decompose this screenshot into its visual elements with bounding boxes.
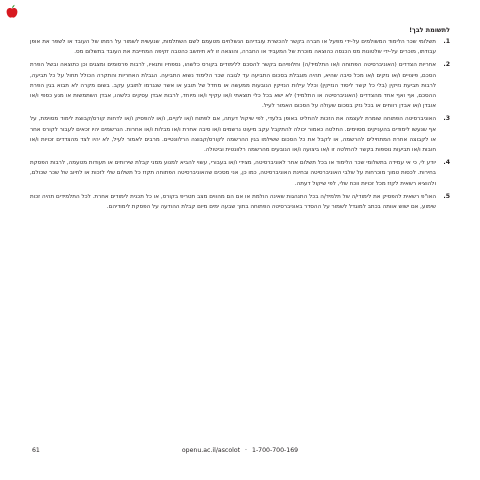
item-number: 5. — [443, 192, 450, 200]
notice-section — [30, 26, 450, 215]
item-text: אחריות הצדדים (האוניברסיטה הפתוחה ו/או התלמיד/ה) וחלופיהם בקשר להסכם ללימודים בקורס כלשהו, נספחיו ותנאיו, לרבות פרסומים ומצגים וכן כתוצאה ובשל הפרת הסכם, פיצויים ו/או נזקים ו/או מכל סיבה שהיא, תהיה מוגבלת בסכום התביעה עד לגובה שכר הלימוד נשוא התביעה. הגבלת האחריות והתקרה הכולל תחול על כל תביעה, לרבות תביעת נזיקין (בלי כל קשר ליסוד הנזיקין) וכלל עילות הנזיקין הנובעות ממעשה או מחדל של תובע או אשר שנגרמו לתובע עקב. בשום מקרה לא תבוא בגין הפרת ההסכם, אף ואף אחד מהצדדים (האוניברסיטה או התלמיד) לא ישא בכל כלי תוצאתי ו/או עקיף ו/או מיוחד, לרבות אבדן עסקים כלשהו, אבדן השתמשות או מנע כספי ו/או אובדן ו/או אבדן רווחים או בכל נזק בסכום שעולה על הסכום האמור לעיל. — [30, 62, 436, 110]
apple-icon — [6, 4, 18, 18]
list-item — [30, 37, 450, 57]
item-text: האו"פ רשאית להפסיק את לימודי/ה של תלמיד/ה בכל התנהגות שאינה הולמת או אם הם מהווים מצב תטריפ בקורס, או כל תכנית לימודים אחרת. לכל התלמידים תהיה זכות שימוע, אם ישוש אוותה בכתב למוגדל לשמור על ההסדר באוניברסיטה הפתוחה בתוך שבעה ימים מיום קבלת ההודעה על הפסקת לימודיהם. — [30, 193, 436, 211]
contact-info — [0, 447, 480, 454]
page-footer — [0, 446, 480, 460]
item-text: יודע לי, כי אי עמידה בתשלומי שכר הלימוד או בכל תשלום אחר לאוניברסיטה, מצידי ו/או בעבורי, עשוי להביא למנוע ממני קבלת שירותים או תעודות מטעמה, לרבות הפסקת בחירות. לכסות טמוך מוכרחות על שלבי האוניברסיטה ובחינת האוניברסיטה, כמו כן, אני מסכים שהאוניברסיטה הפתוחה תקזז כל תשלום שלי לזכות או לחיוב של שכר שכולם, ולהוציא רשאית לקזז מכל זכויות ווכח שלי, לפי שיקול דעתה. — [30, 160, 436, 187]
item-number: 3. — [443, 115, 450, 123]
item-text: האוניברסיטה הפתוחה שומרת לעצמה את הזכות להחליט באופן בלעדי, לפי שיקול דעתה, אם לפתוח ו/או לקיים, ו/או להפסיק ו/או לדחות קורס/קבוצת לימוד מסוימת, על אף שנעשו לימודים בהעניקים מסוימים. החלטה כאמור יכולה להתקבל עקב מיעוט נרשמים ו/או סיבה אחרת ו/או מבלות ו/או אחרות. הנרשמים יהיו זכאים לעבור לקורס אחר או לקבוצה אחרת המתחילים להרשמה, או לקבל את כל הסכום ששילמו בגין ההרשמה לקורס/קבוצה הרלוונטיים. מרבים לאמור לעיל, לא יהיו לצד מהצדדים זכויות ו/או חובות ו/או תביעות נוספות בקשר להחלטה זו ו/או ביצועה ו/או הנובעים מהרשמה רלוונטית וביטולה. — [30, 116, 436, 154]
item-number: 4. — [443, 159, 450, 167]
item-number: 1. — [443, 38, 450, 45]
notice-heading: לתשומת לבך! — [409, 26, 450, 34]
item-text: תשלומי שכר הלימוד המשולמים על-ידי מפעל או חברה בקשר להכשרת עובדיהם הנשלחים מטעמם לשם השתלמות, שנעשית לשמור על רמתו של העובד או לשפר את אופן עבודתו, מוכרים על-ידי שלטונות מס הכנסה כהוצאה מוכרת של המעביד או החברה, והוצאה זו לא תיחשב כהטבה זקיפה המחייבת את העובד בתשלום מס. — [30, 39, 436, 56]
footer-separator: · — [245, 447, 248, 454]
list-item — [30, 158, 450, 189]
website-link[interactable]: openu.ac.il/ascolot — [181, 447, 241, 454]
page-number: 61 — [32, 447, 40, 454]
list-item — [30, 114, 450, 155]
list-item — [30, 60, 450, 111]
item-number: 2. — [443, 61, 450, 69]
list-item — [30, 192, 450, 212]
notes-list — [30, 37, 450, 212]
phone-number[interactable]: 1-700-700-169 — [252, 447, 299, 454]
